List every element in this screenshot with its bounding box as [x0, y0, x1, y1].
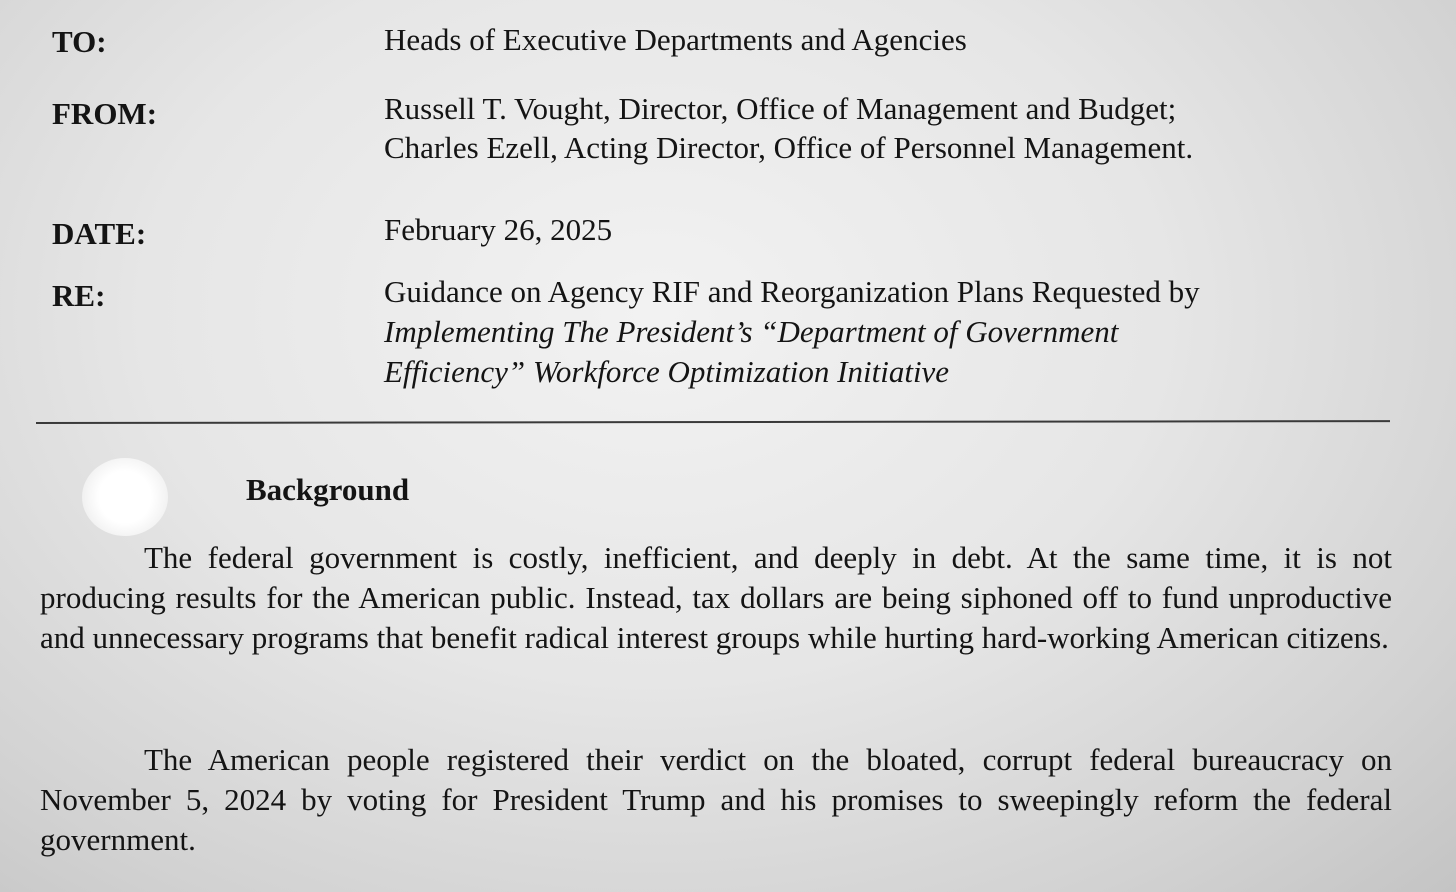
light-glare [82, 458, 168, 536]
from-line-2: Charles Ezell, Acting Director, Office of Personnel Management. [384, 130, 1194, 165]
paragraph-1: The federal government is costly, inefficient, and deeply in debt. At the same time, it is not producing results for the American public. Instead, tax dollars are being siphoned off to fund unproductive and unnecessary programs that benefit radical interest groups while hurting hard-working American citizens. [40, 540, 1392, 655]
re-label: RE: [52, 278, 106, 313]
section-heading: Background [246, 472, 410, 507]
date-label: DATE: [52, 216, 147, 251]
to-label: TO: [52, 24, 107, 59]
paragraph-2: The American people registered their verdict on the bloated, corrupt federal bureaucracy on November 5, 2024 by voting for President Trump and his promises to sweepingly reform the federal government. [40, 742, 1392, 857]
re-line-1: Guidance on Agency RIF and Reorganization Plans Requested by [384, 274, 1200, 309]
to-value: Heads of Executive Departments and Agencies [384, 22, 967, 57]
header-divider [36, 420, 1390, 424]
from-label: FROM: [52, 96, 158, 131]
re-line-2: Implementing The President’s “Department of Government [384, 314, 1119, 349]
date-value: February 26, 2025 [384, 212, 613, 247]
re-line-3: Efficiency” Workforce Optimization Initiative [384, 354, 950, 389]
from-line-1: Russell T. Vought, Director, Office of Management and Budget; [384, 91, 1177, 126]
